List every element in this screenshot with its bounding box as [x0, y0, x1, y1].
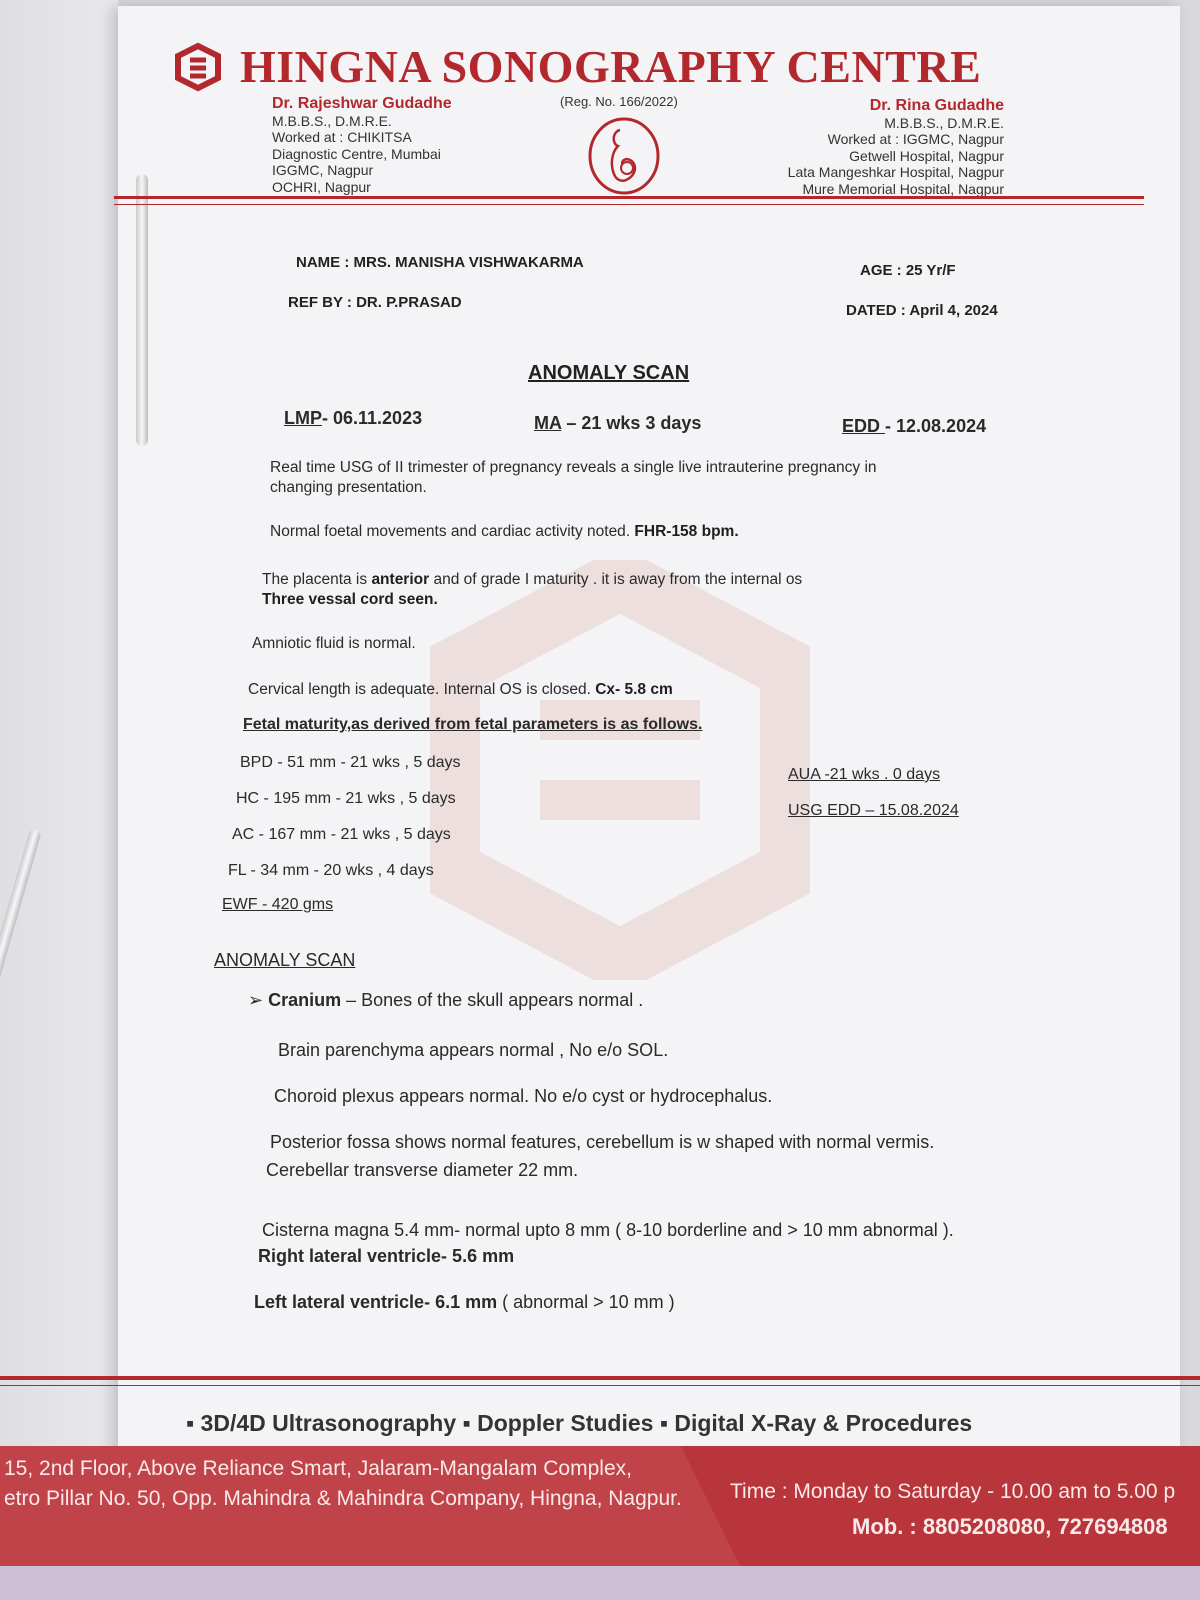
finding-line: Cisterna magna 5.4 mm- normal upto 8 mm ( 8-10 borderline and > 10 mm abnormal ).: [262, 1220, 954, 1240]
finding-line: Brain parenchyma appears normal , No e/o SOL.: [278, 1040, 669, 1060]
mobile-numbers: Mob. : 8805208080, 727694808: [852, 1514, 1168, 1539]
ma-field: [534, 413, 701, 434]
centre-logo-icon: [170, 42, 226, 92]
header-divider-thin: [114, 204, 1144, 205]
fhr-value: FHR-158 bpm.: [634, 523, 739, 540]
referred-by: REF BY : DR. P.PRASAD: [288, 294, 462, 311]
header-divider: [114, 196, 1144, 199]
address-line: etro Pillar No. 50, Opp. Mahindra & Mahindra Company, Hingna, Nagpur.: [4, 1487, 682, 1510]
footer-divider-thin: [0, 1385, 1200, 1386]
background-table: [0, 0, 118, 1600]
finding-cervix: [248, 680, 673, 700]
finding-fhr: [270, 522, 739, 542]
report-date: DATED : April 4, 2024: [846, 302, 998, 319]
right-doctor-line: Getwell Hospital, Nagpur: [849, 147, 1004, 164]
finding-placenta: [262, 570, 802, 610]
left-doctor-block: [272, 96, 452, 195]
finding-amniotic: Amniotic fluid is normal.: [252, 635, 416, 652]
finding-line: Cerebellar transverse diameter 22 mm.: [266, 1160, 579, 1180]
right-doctor-name: Dr. Rina Gudadhe: [869, 97, 1004, 114]
pregnancy-emblem-icon: [586, 116, 662, 196]
left-doctor-line: Diagnostic Centre, Mumbai: [272, 145, 441, 162]
usg-edd-value: USG EDD – 15.08.2024: [788, 802, 959, 819]
finding-usg-line2: changing presentation.: [270, 479, 427, 496]
left-lv-note: ( abnormal > 10 mm ): [497, 1292, 675, 1312]
estimated-fetal-weight: EWF - 420 gms: [222, 896, 334, 913]
binder-clip-top: [136, 174, 148, 446]
right-doctor-block: [788, 98, 1004, 197]
cord-finding: Three vessal cord seen.: [262, 591, 438, 608]
edd-label: EDD: [842, 416, 886, 436]
cranium-label: Cranium: [268, 990, 342, 1010]
opening-hours: Time : Monday to Saturday - 10.00 am to 5.00 p: [730, 1480, 1176, 1503]
placenta-text-post: and of grade I maturity . it is away from the internal os: [429, 571, 803, 588]
ma-label: MA: [534, 413, 562, 433]
finding-usg: [270, 458, 877, 498]
left-doctor-line: IGGMC, Nagpur: [272, 162, 374, 178]
finding-fhr-text: Normal foetal movements and cardiac activity noted.: [270, 523, 635, 540]
right-lv-value: Right lateral ventricle- 5.6 mm: [258, 1246, 515, 1266]
address-line: 15, 2nd Floor, Above Reliance Smart, Jalaram-Mangalam Complex,: [4, 1457, 632, 1480]
footer-divider: [0, 1376, 1200, 1380]
right-doctor-line: Worked at : IGGMC, Nagpur: [827, 131, 1004, 147]
left-doctor-line: Worked at : CHIKITSA: [272, 129, 412, 145]
edd-value: - 12.08.2024: [885, 416, 987, 436]
ma-value: – 21 wks 3 days: [561, 413, 702, 433]
cranium-text: – Bones of the skull appears normal .: [341, 990, 644, 1010]
centre-name: HINGNA SONOGRAPHY CENTRE: [240, 41, 982, 92]
right-doctor-line: M.B.B.S., D.M.R.E.: [884, 114, 1004, 131]
background-surface: [0, 1566, 1200, 1600]
cranium-finding: [248, 990, 643, 1011]
lmp-label: LMP: [284, 408, 322, 428]
finding-line: Posterior fossa shows normal features, cerebellum is w shaped with normal vermis.: [270, 1132, 935, 1152]
left-doctor-line: M.B.B.S., D.M.R.E.: [272, 112, 392, 129]
anomaly-scan-heading: ANOMALY SCAN: [214, 950, 356, 970]
right-lateral-ventricle: [258, 1246, 514, 1267]
left-lv-value: Left lateral ventricle- 6.1 mm: [254, 1292, 498, 1312]
left-doctor-line: OCHRI, Nagpur: [272, 178, 371, 195]
cervix-length: Cx- 5.8 cm: [595, 681, 673, 698]
biometry-bpd: BPD - 51 mm - 21 wks , 5 days: [240, 754, 461, 771]
bullet-arrow-icon: ➢: [248, 990, 269, 1010]
right-doctor-line: Mure Memorial Hospital, Nagpur: [802, 180, 1004, 197]
patient-name: NAME : MRS. MANISHA VISHWAKARMA: [296, 254, 584, 271]
cervix-text: Cervical length is adequate. Internal OS is closed.: [248, 681, 596, 698]
biometry-ac: AC - 167 mm - 21 wks , 5 days: [232, 826, 451, 843]
lmp-value: - 06.11.2023: [322, 408, 423, 428]
placenta-position: anterior: [371, 571, 430, 588]
left-doctor-name: Dr. Rajeshwar Gudadhe: [272, 95, 452, 112]
watermark-logo-icon: [430, 560, 810, 980]
patient-age: AGE : 25 Yr/F: [860, 262, 956, 279]
biometry-hc: HC - 195 mm - 21 wks , 5 days: [236, 790, 456, 807]
registration-number: (Reg. No. 166/2022): [560, 94, 678, 109]
services-list: ▪ 3D/4D Ultrasonography ▪ Doppler Studies ▪ Digital X-Ray & Procedures: [186, 1410, 973, 1436]
footer-address: [4, 1454, 682, 1514]
right-doctor-line: Lata Mangeshkar Hospital, Nagpur: [787, 164, 1004, 180]
aua-value: AUA -21 wks . 0 days: [788, 766, 941, 783]
edd-field: [842, 416, 986, 437]
finding-line: Choroid plexus appears normal. No e/o cyst or hydrocephalus.: [274, 1086, 773, 1106]
lmp-field: [284, 408, 422, 429]
fetal-maturity-heading: Fetal maturity,as derived from fetal parameters is as follows.: [243, 716, 703, 733]
finding-usg-line1: Real time USG of II trimester of pregnancy reveals a single live intrauterine pregnancy in: [270, 459, 877, 476]
biometry-fl: FL - 34 mm - 20 wks , 4 days: [228, 862, 434, 879]
placenta-text-pre: The placenta is: [262, 571, 372, 588]
left-lateral-ventricle: [254, 1292, 675, 1313]
report-title: ANOMALY SCAN: [528, 362, 690, 384]
